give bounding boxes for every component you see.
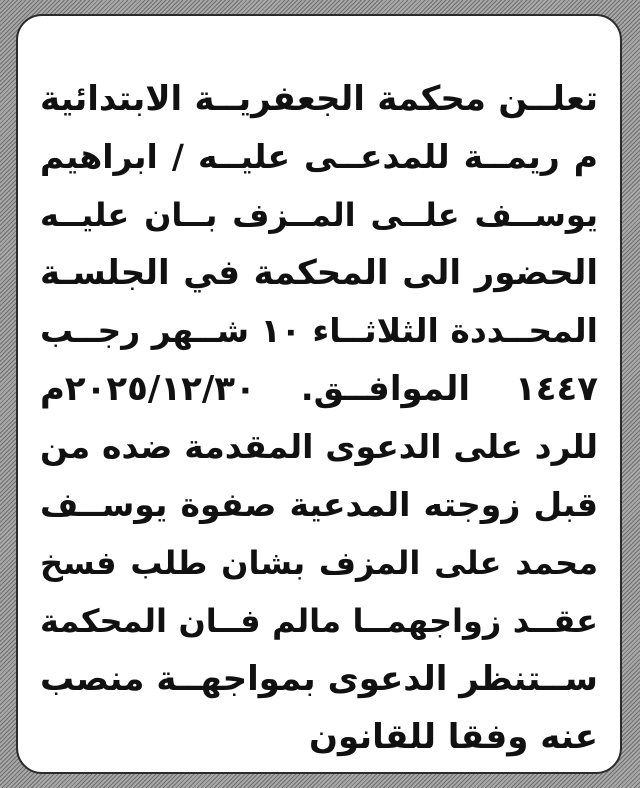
notice-card xyxy=(16,14,622,774)
notice-line-3: يوســف علــى المــزف بــان عليــه xyxy=(40,196,598,234)
notice-line-2: م ريمــة للمدعــى عليــه / ابراهيم xyxy=(40,137,598,176)
court-notice-text xyxy=(40,70,598,766)
notice-line-6: ١٤٤٧ الموافــق. ٢٠٢٥/١٢/٣٠م xyxy=(40,369,598,409)
notice-line-11: ســتنظر الدعوى بمواجهــة منصب xyxy=(40,659,598,699)
notice-line-5: المحــددة الثلاثــاء ١٠ شــهر رجــب xyxy=(40,311,598,350)
notice-line-8: قبل زوجته المدعية صفوة يوســف xyxy=(40,485,598,524)
notice-line-9: محمد على المزف بشان طلب فسخ xyxy=(40,544,598,582)
notice-line-10: عقــد زواجهمــا مالم فــان المحكمة xyxy=(40,602,598,640)
notice-line-7: للرد على الدعوى المقدمة ضده من xyxy=(40,427,598,466)
notice-line-1: تعلــن محكمة الجعفريــة الابتدائية xyxy=(40,79,598,119)
notice-line-4: الحضور الى المحكمة في الجلسـة xyxy=(40,253,598,293)
notice-line-12: عنه وفقا للقانون xyxy=(308,717,598,757)
